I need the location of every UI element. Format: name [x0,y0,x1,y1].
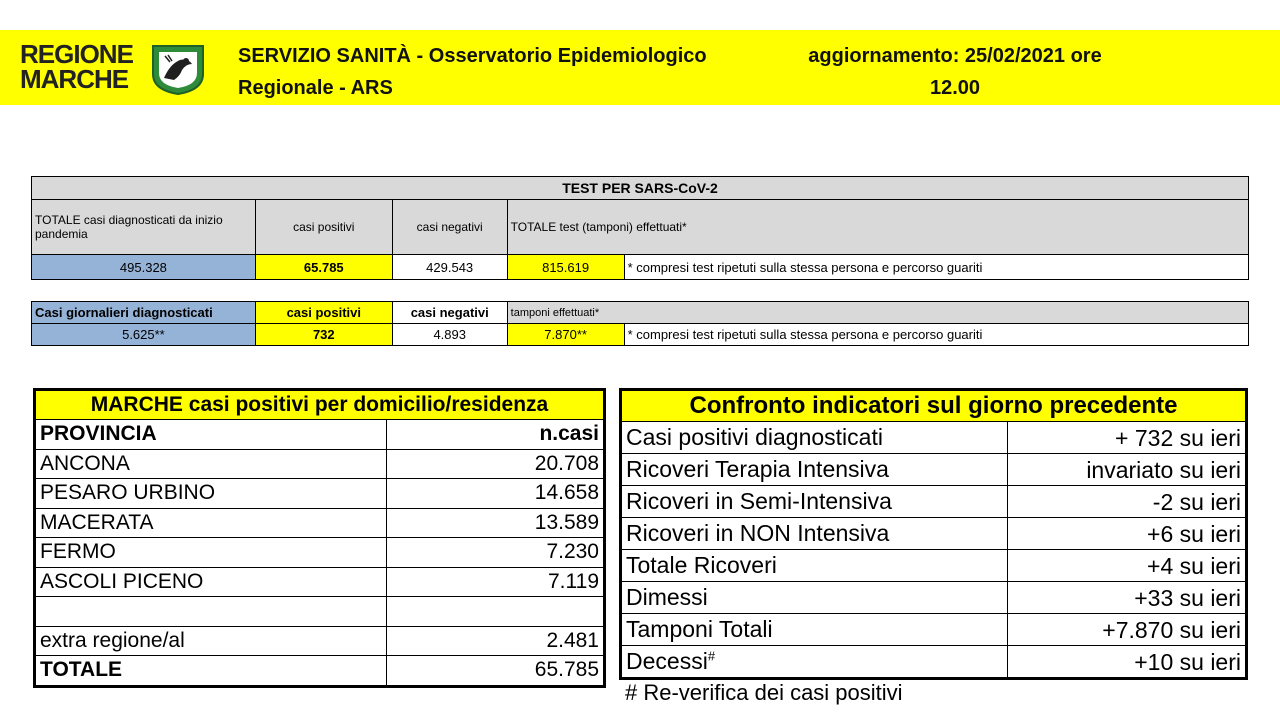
daily-header-tests: tamponi effettuati* [507,302,1248,324]
daily-header-positive: casi positivi [255,302,392,324]
table-row [36,538,604,568]
table-row [36,479,604,509]
indicator-label: Dimessi [622,582,1008,614]
daily-table [31,301,1249,346]
daily-header-label: Casi giornalieri diagnosticati [32,302,256,324]
test-table-values-row [32,255,1249,280]
logo-line-1: REGIONE [20,39,133,69]
indicator-value: -2 su ieri [1008,486,1246,518]
province-name: ANCONA [36,449,387,479]
province-name [36,597,387,627]
indicator-label: Ricoveri in NON Intensiva [622,518,1008,550]
province-cases: 13.589 [387,508,604,538]
daily-value-total: 5.625** [32,324,256,346]
footnote: # Re-verifica dei casi positivi [625,680,903,705]
table-row [36,597,604,627]
marche-emblem-icon [150,42,206,96]
daily-value-negative: 4.893 [392,324,507,346]
comparison-table-title: Confronto indicatori sul giorno precedente [622,391,1246,422]
logo-line-2: MARCHE [20,64,129,94]
province-name: extra regione/al [36,626,387,656]
daily-values-row [32,324,1249,346]
table-row [622,614,1246,646]
service-line-2: Regionale - ARS [238,77,393,99]
deaths-value: +10 su ieri [1008,646,1246,678]
table-row [622,486,1246,518]
value-positive: 65.785 [255,255,392,280]
province-total-label: TOTALE [36,656,387,686]
indicator-value: invariato su ieri [1008,454,1246,486]
table-row [622,518,1246,550]
test-table-title-row [32,177,1249,200]
deaths-label: Decessi [626,648,708,674]
province-cases: 2.481 [387,626,604,656]
header-total-tests: TOTALE test (tamponi) effettuati* [507,200,1248,255]
province-total-row [36,656,604,686]
indicator-label: Casi positivi diagnosticati [622,422,1008,454]
province-title-row [36,391,604,420]
value-total-cases: 495.328 [32,255,256,280]
test-table-header-row [32,200,1249,255]
indicator-label: Ricoveri in Semi-Intensiva [622,486,1008,518]
value-total-tests: 815.619 [507,255,624,280]
comparison-title-row [622,391,1246,422]
province-name: ASCOLI PICENO [36,567,387,597]
update-line-1: aggiornamento: 25/02/2021 ore [808,45,1102,67]
table-row [36,449,604,479]
comparison-table [619,388,1248,680]
service-title [238,40,778,104]
table-row [36,626,604,656]
province-cases: 7.119 [387,567,604,597]
test-table-title: TEST PER SARS-CoV-2 [32,177,1249,200]
province-cases: 7.230 [387,538,604,568]
indicator-label: Tamponi Totali [622,614,1008,646]
indicator-value: +6 su ieri [1008,518,1246,550]
province-table-title: MARCHE casi positivi per domicilio/residenza [36,391,604,420]
table-row [622,582,1246,614]
indicator-label: Ricoveri Terapia Intensiva [622,454,1008,486]
table-row [622,422,1246,454]
update-line-2: 12.00 [929,77,981,99]
province-name: PESARO URBINO [36,479,387,509]
indicator-value: +4 su ieri [1008,550,1246,582]
table-row [36,508,604,538]
update-date [790,40,1120,104]
table-row [36,567,604,597]
daily-header-negative: casi negativi [392,302,507,324]
deaths-label-cell [622,646,1008,678]
indicator-value: + 732 su ieri [1008,422,1246,454]
province-table [33,388,606,688]
table-row [622,550,1246,582]
header-total-cases: TOTALE casi diagnosticati da inizio pandemia [32,200,256,255]
province-table-grid [35,390,604,686]
province-name: MACERATA [36,508,387,538]
daily-value-positive: 732 [255,324,392,346]
daily-header-row [32,302,1249,324]
daily-note: * compresi test ripetuti sulla stessa persona e percorso guariti [624,324,1248,346]
deaths-mark: # [707,648,716,664]
province-cases: 14.658 [387,479,604,509]
header-band [0,30,1280,105]
logo-text [20,39,133,94]
test-table [31,176,1249,280]
indicator-label: Totale Ricoveri [622,550,1008,582]
cases-col-header: n.casi [387,420,604,450]
province-total-value: 65.785 [387,656,604,686]
service-line-1: SERVIZIO SANITÀ - Osservatorio Epidemiologico [238,45,707,67]
value-negative: 429.543 [392,255,507,280]
province-header-row [36,420,604,450]
province-cases: 20.708 [387,449,604,479]
header-negative: casi negativi [392,200,507,255]
indicator-value: +7.870 su ieri [1008,614,1246,646]
comparison-table-grid [621,390,1246,678]
province-col-header: PROVINCIA [36,420,387,450]
province-cases [387,597,604,627]
deaths-row [622,646,1246,678]
table-row [622,454,1246,486]
daily-value-tests: 7.870** [507,324,624,346]
province-name: FERMO [36,538,387,568]
header-positive: casi positivi [255,200,392,255]
indicator-value: +33 su ieri [1008,582,1246,614]
regione-marche-logo [20,39,210,94]
test-note: * compresi test ripetuti sulla stessa persona e percorso guariti [624,255,1248,280]
